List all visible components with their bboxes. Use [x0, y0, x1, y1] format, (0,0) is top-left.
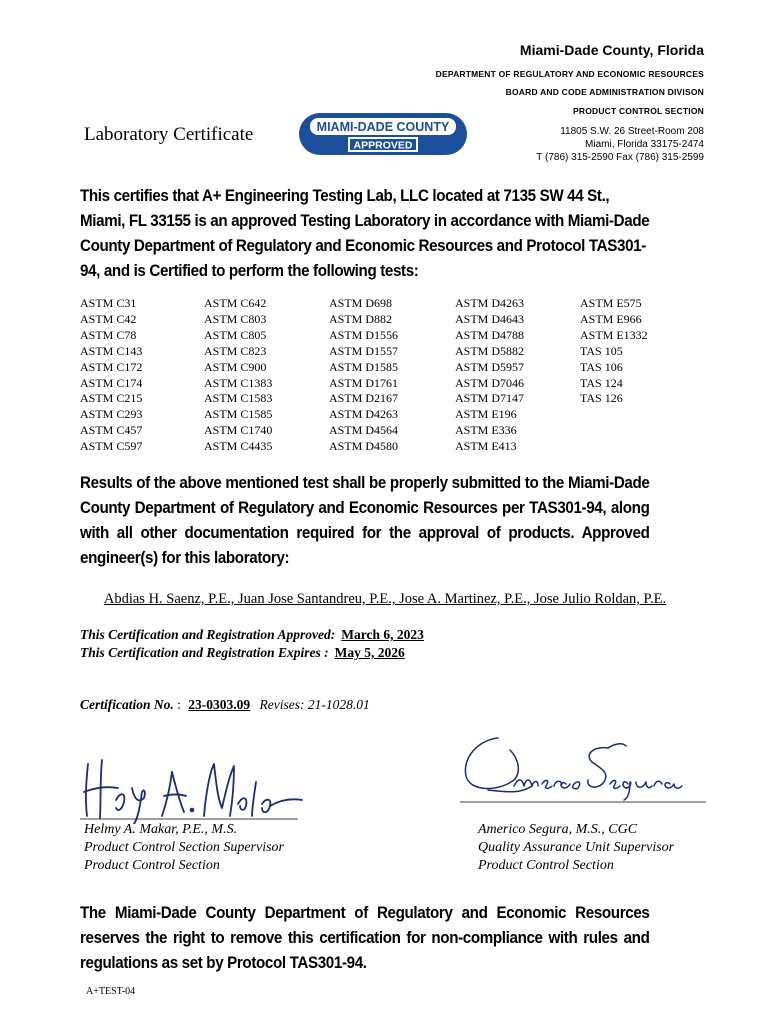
test-item: TAS 106 — [580, 359, 623, 374]
test-item: TAS 126 — [580, 391, 623, 406]
test-item: ASTM D7046 — [455, 375, 525, 390]
test-item: ASTM E575 — [580, 296, 642, 310]
test-item: ASTM E966 — [580, 311, 642, 326]
test-item: ASTM C78 — [80, 327, 137, 342]
test-item: ASTM E196 — [455, 407, 517, 422]
approval-dates — [80, 626, 424, 662]
test-item: ASTM D4263 — [455, 296, 525, 310]
form-id: A+TEST-04 — [86, 986, 136, 997]
expires-row — [80, 644, 424, 662]
tests-column-5 — [580, 296, 648, 407]
tests-column-1 — [80, 296, 142, 455]
test-item: ASTM E413 — [455, 439, 517, 454]
test-item: ASTM D2167 — [329, 391, 399, 406]
test-item: ASTM C1740 — [204, 423, 273, 438]
signatory-title: Quality Assurance Unit Supervisor — [478, 840, 675, 855]
test-item: ASTM C4435 — [204, 439, 273, 454]
test-item: ASTM D4643 — [455, 311, 525, 326]
test-item: ASTM D1585 — [329, 359, 399, 374]
test-item: TAS 105 — [580, 343, 623, 358]
county-name: Miami-Dade County, Florida — [519, 42, 704, 58]
test-item: ASTM C597 — [80, 439, 143, 454]
tests-column-2 — [204, 296, 272, 455]
disclaimer-paragraph: The Miami-Dade County Department of Regulatory and Economic Resources reserves the right to remove this certification for non-compliance with rules and regulations as set by Protocol TAS301-94. — [80, 904, 650, 972]
test-item: ASTM D7147 — [455, 391, 525, 406]
intro-paragraph: This certifies that A+ Engineering Testing Lab, LLC located at 7135 SW 44 St., Miami, FL 33155 is an approved Testing Laboratory in accordance with Miami-Dade County Department of Regulatory and Economic Resources and Protocol TAS301-94, and is Certified to perform the following tests: — [80, 187, 650, 280]
test-item: ASTM C293 — [80, 407, 143, 422]
test-item: ASTM C143 — [80, 343, 143, 358]
expires-date: May 5, 2026 — [334, 645, 405, 660]
logo-text-line1: MIAMI-DADE COUNTY — [316, 120, 450, 134]
test-item: ASTM D1556 — [329, 327, 399, 342]
document-title: Laboratory Certificate — [84, 124, 254, 145]
test-item: ASTM C1583 — [204, 391, 273, 406]
approved-label: This Certification and Registration Approved: — [80, 627, 336, 642]
certification-separator: : — [177, 697, 181, 712]
test-item: ASTM D5882 — [455, 343, 525, 358]
results-paragraph: Results of the above mentioned test shall be properly submitted to the Miami-Dade County Department of Regulatory and Economic Resources per TAS301-94, along with all other documentation required for the approval of products. Approved engineer(s) for this laboratory: — [80, 474, 650, 567]
test-item: ASTM C174 — [80, 375, 143, 390]
tests-column-3 — [329, 296, 398, 455]
signature-makar — [80, 752, 310, 824]
address-line-2: Miami, Florida 33175-2474 — [585, 139, 704, 150]
signatory-block-1 — [84, 821, 284, 875]
address-line-1: 11805 S.W. 26 Street-Room 208 — [560, 126, 704, 137]
signatory-unit: Product Control Section — [478, 858, 614, 873]
test-item: ASTM E1332 — [580, 327, 648, 342]
signatory-unit: Product Control Section — [84, 858, 220, 873]
test-item: ASTM C215 — [80, 391, 143, 406]
test-item: ASTM D4263 — [329, 407, 399, 422]
test-item: ASTM D4580 — [329, 439, 399, 454]
test-item: ASTM C805 — [204, 327, 267, 342]
section-name: PRODUCT CONTROL SECTION — [572, 106, 704, 116]
office-address — [536, 125, 704, 164]
signatory-title: Product Control Section Supervisor — [84, 840, 284, 855]
test-item: ASTM C1585 — [204, 407, 273, 422]
test-item: ASTM D1761 — [329, 375, 399, 390]
signatory-name: Americo Segura, M.S., CGC — [478, 822, 638, 837]
test-item: ASTM D4564 — [329, 423, 399, 438]
test-item: ASTM C172 — [80, 359, 143, 374]
test-item: ASTM C642 — [204, 296, 267, 310]
department-name: DEPARTMENT OF REGULATORY AND ECONOMIC RESOURCES — [435, 69, 704, 79]
certification-number-row — [80, 697, 370, 713]
tests-column-4 — [455, 296, 524, 455]
test-item: ASTM D5957 — [455, 359, 525, 374]
approved-engineers: Abdias H. Saenz, P.E., Juan Jose Santandreu, P.E., Jose A. Martinez, P.E., Jose Julio Roldan, P.E. — [103, 591, 667, 607]
approved-row — [80, 626, 424, 644]
test-item: ASTM D4788 — [455, 327, 525, 342]
expires-label: This Certification and Registration Expires : — [80, 645, 329, 660]
test-item: ASTM C457 — [80, 423, 143, 438]
test-item: ASTM C823 — [204, 343, 267, 358]
test-item: ASTM C42 — [80, 311, 137, 326]
signatory-block-2 — [478, 821, 674, 875]
miami-dade-approved-logo — [298, 112, 468, 156]
approved-date: March 6, 2023 — [341, 627, 424, 642]
phone-fax: T (786) 315-2590 Fax (786) 315-2599 — [536, 152, 704, 163]
logo-text-line2: APPROVED — [353, 139, 413, 152]
certification-number: 23-0303.09 — [188, 697, 251, 712]
test-item: ASTM C900 — [204, 359, 267, 374]
revises-number: Revises: 21-1028.01 — [259, 697, 370, 712]
test-item: ASTM D698 — [329, 296, 393, 310]
test-item: ASTM C803 — [204, 311, 267, 326]
certification-label: Certification No. — [80, 697, 174, 712]
test-item: ASTM D1557 — [329, 343, 399, 358]
test-item: TAS 124 — [580, 375, 623, 390]
test-item: ASTM C31 — [80, 296, 137, 310]
signatory-name: Helmy A. Makar, P.E., M.S. — [84, 822, 238, 837]
signature-segura — [458, 728, 708, 808]
test-item: ASTM E336 — [455, 423, 517, 438]
test-item: ASTM C1383 — [204, 375, 273, 390]
test-item: ASTM D882 — [329, 311, 393, 326]
board-name: BOARD AND CODE ADMINISTRATION DIVISON — [505, 87, 704, 97]
